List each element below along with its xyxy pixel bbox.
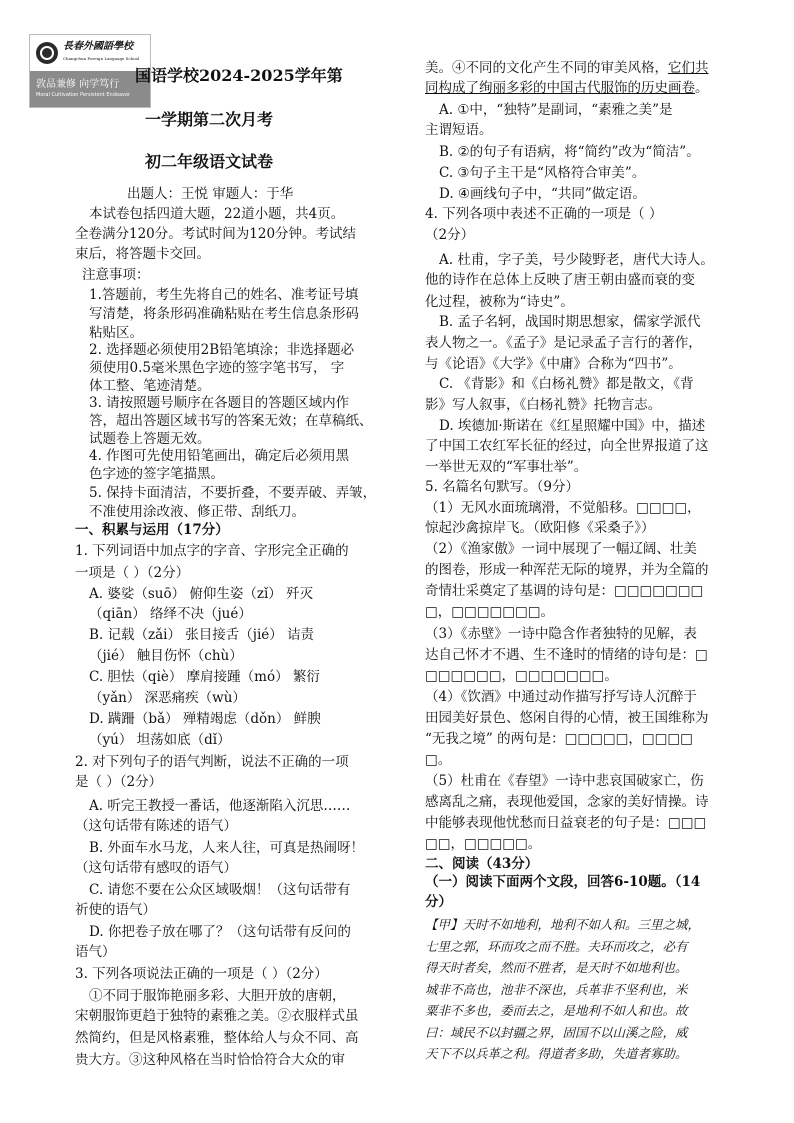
intro-line: 束后，将答题卡交回。 <box>75 246 210 262</box>
q3-passage-cont: 同构成了绚丽多彩的中国古代服饰的历史画卷。 <box>425 80 709 96</box>
q4-option-b: B. 孟子名轲，战国时期思想家，儒家学派代 <box>439 314 701 330</box>
classical-text-line: 得天时者矣，然而不胜者，是天时不如地利也。 <box>425 960 688 975</box>
exam-authors: 出题人：王悦 审题人：于华 <box>127 186 294 202</box>
q5-stem: 5. 名篇名句默写。（9分） <box>425 479 580 495</box>
note-line: 1.答题前，考生先将自己的姓名、准考证号填 <box>89 287 359 303</box>
reading-heading: （一）阅读下面两个文段，回答6-10题。（14 <box>425 874 701 890</box>
school-seal-icon <box>36 42 58 64</box>
note-line: 写清楚，将条形码准确粘贴在考生信息条形码 <box>89 306 359 322</box>
q3-passage: 贵大方。③这种风格在当时恰恰符合大众的审 <box>75 1052 345 1068</box>
q5-item-5: □□，□□□□□。 <box>425 836 542 852</box>
q3-passage: 宋朝服饰更趋于独特的素雅之美。②衣服样式虽 <box>75 1008 359 1024</box>
q4-option-a: 他的诗作在总体上反映了唐王朝由盛而衰的变 <box>425 272 695 288</box>
exam-title-line1: 国语学校2024-2025学年第 <box>135 66 343 85</box>
school-motto-en: Moral Cultivation Persistent Endeavor <box>36 92 131 98</box>
q1-option-d: D. 蹒跚（bǎ） 殚精竭虑（dǒn） 鲜腴 <box>89 711 321 727</box>
q1-stem: 一项是（ ）（2分） <box>75 565 190 581</box>
classical-text-line: 粟非不多也，委而去之，是地利不如人和也。故 <box>425 1003 688 1018</box>
q5-item-3: （3）《赤壁》一诗中隐含作者独特的见解，表 <box>425 626 697 642</box>
classical-text-line: 【甲】天时不如地利，地利不如人和。三里之城， <box>425 917 701 932</box>
q4-stem: 4. 下列各项中表述不正确的一项是（ ） <box>425 206 663 222</box>
q1-option-a: A. 婆娑（suō） 俯仰生姿（zǐ） 歼灭 <box>89 586 314 602</box>
exam-title-line3: 初二年级语文试卷 <box>145 152 274 171</box>
q4-option-d: D. 埃德加·斯诺在《红星照耀中国》中，描述 <box>439 418 706 434</box>
classical-text-line: 天下不以兵革之利。得道者多助，失道者寡助。 <box>425 1046 688 1061</box>
q1-option-d: （yú） 坦荡如底（dǐ） <box>89 732 231 748</box>
q4-option-a: 化过程，被称为“诗史”。 <box>425 294 574 310</box>
q3-option-d: D. ④画线句子中，“共同”做定语。 <box>439 186 646 202</box>
q3-option-c: C. ③句子主干是“风格符合审美”。 <box>439 165 646 181</box>
q4-option-a: A. 杜甫，字子美，号少陵野老，唐代大诗人。 <box>439 252 714 268</box>
q5-item-5: 感离乱之痛，表现他爱国，念家的美好情操。诗 <box>425 794 709 810</box>
q3-option-b: B. ②的句子有语病，将“简约”改为“简洁”。 <box>439 144 700 160</box>
q5-item-2: 奇情壮采奠定了基调的诗句是：□□□□□□□ <box>425 583 704 599</box>
q1-option-b: （jié） 触目伤怀（chù） <box>89 648 243 664</box>
note-line: 不准使用涂改液、修正带、刮纸刀。 <box>89 504 305 520</box>
q2-option-b: B. 外面车水马龙，人来人往，可真是热闹呀！ <box>89 840 365 856</box>
q4-option-b: 表人物之一。《孟子》是记录孟子言行的著作， <box>425 335 702 351</box>
intro-line: 全卷满分120分。考试时间为120分钟。考试结 <box>75 226 357 242</box>
note-line: 须使用0.5毫米黑色字迹的签字笔书写， 字 <box>89 360 345 376</box>
q1-option-c: （yǎn） 深恶痛疾（wù） <box>89 690 246 706</box>
q4-option-c: 影》写人叙事，《白杨礼赞》托物言志。 <box>425 397 662 413</box>
note-line: 粘贴区。 <box>89 325 143 341</box>
note-line: 3. 请按照题号顺序在各题目的答题区域内作 <box>89 395 350 411</box>
q3-option-a: 主谓短语。 <box>425 122 493 138</box>
q5-item-5: 中能够表现他忧愁而日益衰老的句子是：□□□ <box>425 815 707 831</box>
q5-item-2: 的图卷，形成一种浑茫无际的境界，并为全篇的 <box>425 562 709 578</box>
note-line: 体工整、笔迹清楚。 <box>89 378 211 394</box>
q3-passage-cont: 美。④不同的文化产生不同的审美风格，它们共 <box>425 60 709 76</box>
reading-heading: 分） <box>425 894 452 910</box>
q4-stem: （2分） <box>425 227 475 243</box>
q5-item-4: “无我之境” 的两句是：□□□□□，□□□□ <box>425 731 693 747</box>
note-line: 色字迹的签字笔描黑。 <box>89 466 224 482</box>
q5-item-4: 田园美好景色、悠闲自得的心情，被王国维称为 <box>425 710 709 726</box>
q2-stem: 2. 对下列句子的语气判断，说法不正确的一项 <box>75 754 349 770</box>
q4-option-b: 与《论语》《大学》《中庸》合称为“四书”。 <box>425 356 682 372</box>
classical-text-line: 七里之郭，环而攻之而不胜。夫环而攻之，必有 <box>425 939 688 954</box>
q2-option-c: C. 请您不要在公众区域吸烟！（这句话带有 <box>89 882 351 898</box>
q2-option-c: 祈使的语气） <box>75 902 156 918</box>
q2-option-a: A. 听完王教授一番话，他逐渐陷入沉思…… <box>89 798 351 814</box>
section-heading: 一、积累与运用（17分） <box>75 522 229 538</box>
q4-option-d: 一举世无双的“军事壮举”。 <box>425 459 588 475</box>
q5-item-3: 达自己怀才不遇、生不逢时的情绪的诗句是：□ <box>425 647 708 663</box>
school-name: 長春外國語學校 Changchun Foreign Language School <box>63 41 140 61</box>
note-line: 答，超出答题区域书写的答案无效；在草稿纸、 <box>89 413 373 429</box>
q5-item-1: 惊起沙禽掠岸飞。（欧阳修《采桑子》） <box>425 520 655 536</box>
q5-item-2: （2）《渔家傲》一词中展现了一幅辽阔、壮美 <box>425 541 697 557</box>
classical-text-line: 曰：域民不以封疆之界，固国不以山溪之险，威 <box>425 1025 688 1040</box>
notes-title: 注意事项： <box>82 267 150 283</box>
q2-option-d: D. 你把卷子放在哪了？（这句话带有反问的 <box>89 924 351 940</box>
q4-option-c: C. 《背影》和《白杨礼赞》都是散文，《背 <box>439 376 694 392</box>
q2-option-b: （这句话带有感叹的语气） <box>75 860 237 876</box>
q4-option-d: 了中国工农红军长征的经过，向全世界报道了这 <box>425 438 709 454</box>
q5-item-1: （1）无风水面琉璃滑，不觉船移。□□□□， <box>425 500 701 516</box>
school-motto: 敦品兼修 向学笃行 <box>36 79 120 90</box>
q3-option-a: A. ①中，“独特”是副词，“素雅之美”是 <box>439 102 673 118</box>
exam-title-line2: 一学期第二次月考 <box>145 110 274 129</box>
school-logo <box>29 34 151 108</box>
note-line: 试题卷上答题无效。 <box>89 431 211 447</box>
q3-stem: 3. 下列各项说法正确的一项是（ ）（2分） <box>75 966 328 982</box>
q2-option-d: 语气） <box>75 944 116 960</box>
q3-passage: ①不同于服饰艳丽多彩、大胆开放的唐朝， <box>89 988 346 1004</box>
q1-stem: 1. 下列词语中加点字的字音、字形完全正确的 <box>75 543 349 559</box>
classical-text-line: 城非不高也，池非不深也，兵革非不坚利也，米 <box>425 982 688 997</box>
q1-option-b: B. 记载（zǎi） 张目接舌（jié） 诘责 <box>89 627 315 643</box>
section-heading: 二、阅读（43分） <box>425 856 539 872</box>
note-line: 2. 选择题必须使用2B铅笔填涂；非选择题必 <box>89 342 355 358</box>
q1-option-c: C. 胆怯（qiè） 摩肩接踵（mó） 繁衍 <box>89 669 320 685</box>
q5-item-4: □。 <box>425 752 452 768</box>
note-line: 4. 作图可先使用铅笔画出，确定后必须用黑 <box>89 448 350 464</box>
note-line: 5. 保持卡面清洁，不要折叠，不要弄破、弄皱， <box>89 485 377 501</box>
q1-option-a: （qiān） 络绎不决（jué） <box>89 606 252 622</box>
q2-stem: 是（ ）（2分） <box>75 774 163 790</box>
q5-item-4: （4）《饮酒》中通过动作描写抒写诗人沉醉于 <box>425 689 697 705</box>
q5-item-3: □□□□□□，□□□□□□□。 <box>425 668 618 684</box>
q3-passage: 然简约，但是风格素雅，整体给人与众不同、高 <box>75 1030 359 1046</box>
q5-item-2: □，□□□□□□□。 <box>425 604 555 620</box>
q5-item-5: （5）杜甫在《春望》一诗中悲哀国破家亡，伤 <box>425 773 704 789</box>
intro-line: 本试卷包括四道大题，22道小题，共4页。 <box>89 206 345 222</box>
q2-option-a: （这句话带有陈述的语气） <box>75 818 237 834</box>
